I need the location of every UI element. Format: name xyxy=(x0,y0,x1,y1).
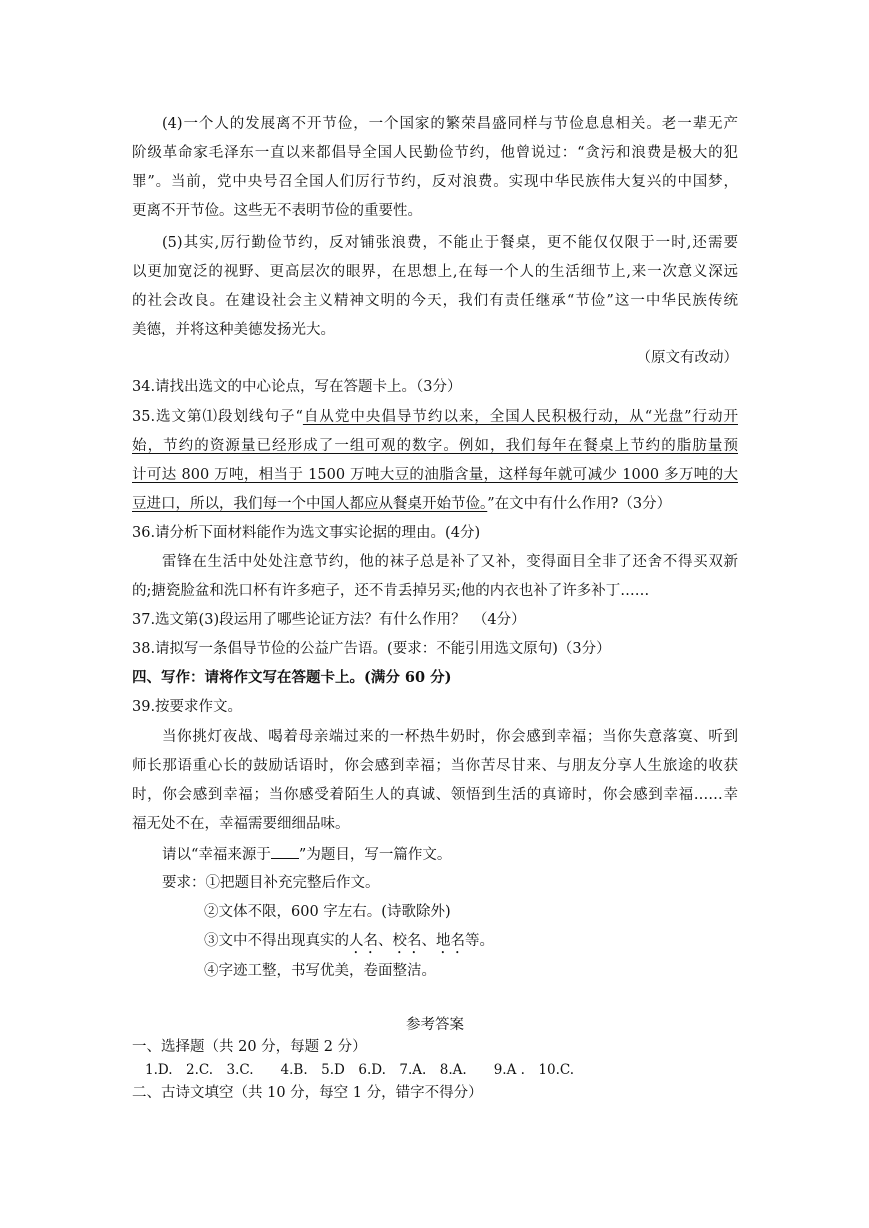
answer-section-1: 一、选择题（共 20 分，每题 2 分） xyxy=(132,1039,367,1055)
requirement-1: 要求：①把题目补充完整后作文。 xyxy=(162,875,380,891)
material-line-2: 的;搪瓷脸盆和洗口杯有许多疤子，还不肯丢掉另买;他的内衣也补了许多补丁…… xyxy=(132,583,650,599)
question-35-line-1 xyxy=(132,407,738,427)
r3-end: 等。 xyxy=(465,933,494,949)
material-line-1: 雷锋在生活中处处注意节约，他的袜子总是补了又补，变得面目全非了还舍不得买双新 xyxy=(162,554,738,570)
answer-section-2: 二、古诗文填空（共 10 分，每空 1 分，错字不得分） xyxy=(132,1085,483,1101)
para5-line-4: 美德，并将这种美德发扬光大。 xyxy=(132,322,335,338)
question-36: 36.请分析下面材料能作为选文事实论据的理由。(4分) xyxy=(132,525,481,541)
para5-line-3: 的社会改良。在建设社会主义精神文明的今天，我们有责任继承“节俭”这一中华民族传统 xyxy=(132,293,738,309)
question-35-line-2 xyxy=(132,436,738,456)
title-before: 请以“幸福来源于 xyxy=(162,847,271,863)
title-blank xyxy=(271,844,299,859)
para4-line-1: (4)一个人的发展离不开节俭，一个国家的繁荣昌盛同样与节俭息息相关。老一辈无产 xyxy=(162,116,738,132)
para5-line-1: (5)其实,厉行勤俭节约，反对铺张浪费，不能止于餐桌，更不能仅仅限于一时,还需要 xyxy=(162,235,738,251)
para4-line-2: 阶级革命家毛泽东一直以来都倡导全国人民勤俭节约，他曾说过：“贪污和浪费是极大的犯 xyxy=(132,145,738,161)
requirement-2: ②文体不限，600 字左右。(诗歌除外) xyxy=(204,904,451,920)
q35-underlined-1: 自从党中央倡导节约以来，全国人民积极行动，从“光盘”行动开 xyxy=(302,409,738,425)
r3-sep-1: 、 xyxy=(378,933,393,949)
title-after: ”为题目，写一篇作文。 xyxy=(298,847,452,863)
para4-line-4: 更离不开节俭。这些无不表明节俭的重要性。 xyxy=(132,203,422,219)
para4-line-3: 罪”。当前，党中央号召全国人们厉行节约，反对浪费。实现中华民族伟大复兴的中国梦， xyxy=(132,174,738,190)
prompt-line-3: 时，你会感到幸福；当你感受着陌生人的真诚、领悟到生活的真谛时，你会感到幸福……幸 xyxy=(132,787,738,803)
requirement-4: ④字迹工整，书写优美，卷面整洁。 xyxy=(204,963,436,979)
r3-school-name: 校名 xyxy=(392,933,422,949)
q35-prefix: 35.选文第⑴段划线句子“ xyxy=(132,409,303,425)
question-34: 34.请找出选文的中心论点，写在答题卡上。（3分） xyxy=(132,379,462,395)
q35-suffix: ”在文中有什么作用?（3分） xyxy=(487,496,672,512)
prompt-line-1: 当你挑灯夜战、喝着母亲端过来的一杯热牛奶时，你会感到幸福；当你失意落寞、听到 xyxy=(162,729,738,745)
requirement-3 xyxy=(204,931,738,955)
question-35-line-4 xyxy=(132,494,738,514)
question-39: 39.按要求作文。 xyxy=(132,699,243,715)
prompt-line-2: 师长那语重心长的鼓励话语时，你会感到幸福；当你苦尽甘来、与朋友分享人生旅途的收获 xyxy=(132,758,738,774)
answer-title: 参考答案 xyxy=(406,1017,464,1033)
r3-place-name: 地名 xyxy=(436,933,465,949)
section-4-heading: 四、写作：请将作文写在答题卡上。(满分 60 分) xyxy=(132,669,452,686)
para5-line-2: 以更加宽泛的视野、更高层次的眼界，在思想上,在每一个人的生活细节上,来一次意义深远 xyxy=(132,264,738,280)
question-35-line-3 xyxy=(132,465,738,485)
question-37: 37.选文第(3)段运用了哪些论证方法？有什么作用？ （4分） xyxy=(132,612,526,628)
r3-text: ③文中不得出现真实的 xyxy=(204,933,349,949)
answer-choices: 1.D. 2.C. 3.C. 4.B. 5.D 6.D. 7.A. 8.A. 9.A . 10.C. xyxy=(145,1062,575,1078)
essay-title-instruction xyxy=(162,844,738,865)
r3-sep-2: 、 xyxy=(421,933,436,949)
q35-underlined-2: 始，节约的资源量已经形成了一组可观的数字。例如，我们每年在餐桌上节约的脂肪量预 xyxy=(132,438,738,454)
prompt-line-4: 福无处不在，幸福需要细细品味。 xyxy=(132,816,350,832)
r3-person-name: 人名 xyxy=(349,933,378,949)
question-38: 38.请拟写一条倡导节俭的公益广告语。(要求：不能引用选文原句)（3分） xyxy=(132,641,611,657)
source-note: （原文有改动） xyxy=(636,350,738,366)
q35-underlined-4: 豆进口，所以，我们每一个中国人都应从餐桌开始节俭。 xyxy=(132,496,488,512)
q35-underlined-3: 计可达 800 万吨，相当于 1500 万吨大豆的油脂含量，这样每年就可减少 1000 多万吨的大 xyxy=(132,467,738,483)
